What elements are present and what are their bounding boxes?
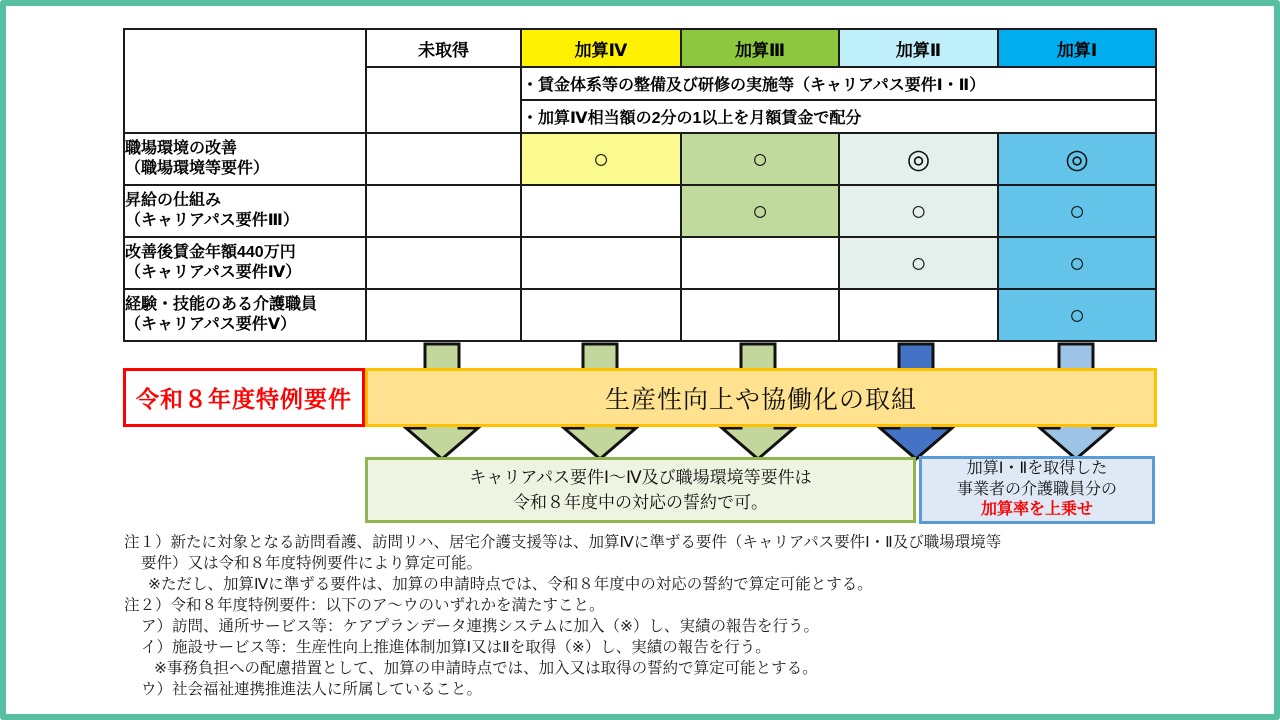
mark-cell: ○ [681,185,839,237]
table-row [124,237,1156,289]
row-label-line1: 職場環境の改善 [125,140,238,157]
table-row [124,289,1156,341]
mark-cell [681,237,839,289]
footnote-line: 注２）令和８年度特例要件：以下のア～ウのいずれかを満たすこと。 [124,597,605,614]
table-row [124,185,1156,237]
mark-cell [366,237,521,289]
footnote-line: 要件）又は令和８年度特例要件により算定可能。 [141,555,483,572]
mark-cell: ○ [521,133,681,185]
mark-cell [366,133,521,185]
row-label-experienced-staff [124,289,366,341]
common-requirement-2: ・加算Ⅳ相当額の2分の1以上を月額賃金で配分 [521,100,1156,133]
footnote-line: ※事務負担への配慮措置として、加算の申請時点では、加入又は取得の誓約で算定可能とする。 [154,660,818,677]
row-label-line2: （キャリアパス要件Ⅴ） [125,316,297,333]
mark-cell: ◎ [839,133,998,185]
green-box-line2: 令和８年度中の対応の誓約で可。 [513,493,768,512]
mark-cell: ○ [839,237,998,289]
mark-cell [366,185,521,237]
row-label-raise-system [124,185,366,237]
blue-box-line3-highlight: 加算率を上乗せ [980,501,1093,519]
row-label-line2: （職場環境等要件） [125,160,270,177]
row-label-line1: 昇給の仕組み [125,192,222,209]
footnote-line: ウ）社会福祉連携推進法人に所属していること。 [141,681,483,698]
row-label-line1: 改善後賃金年額440万円 [125,244,296,261]
footnote-line: ア）訪問、通所サービス等：ケアプランデータ連携システムに加入（※）し、実績の報告を行う。 [141,618,819,635]
career-path-pledge-box [365,457,916,523]
requirements-table [123,28,1157,342]
mark-cell: ○ [998,185,1156,237]
mark-cell [366,289,521,341]
column-header-mishutoku: 未取得 [366,29,521,67]
mark-cell: ○ [998,237,1156,289]
kasan-rate-bonus-box [919,456,1155,524]
mark-cell [681,289,839,341]
mark-cell [521,185,681,237]
green-box-line1: キャリアパス要件Ⅰ～Ⅳ及び職場環境等要件は [469,467,812,487]
mishutoku-empty-cell [366,67,521,133]
mark-cell [839,289,998,341]
footnote-line: ※ただし、加算Ⅳに準ずる要件は、加算の申請時点では、令和８年度中の対応の誓約で算定可能とする。 [148,576,873,593]
footnotes [124,532,1174,700]
row-label-wage-440 [124,237,366,289]
reiwa8-special-requirement-label: 令和８年度特例要件 [123,368,365,427]
row-label-workplace-env [124,133,366,185]
table-top-left-blank [124,29,366,133]
common-requirement-1: ・賃金体系等の整備及び研修の実施等（キャリアパス要件Ⅰ・Ⅱ） [521,67,1156,100]
mark-cell: ○ [839,185,998,237]
column-header-kasan-ii: 加算Ⅱ [839,29,998,67]
row-label-line1: 経験・技能のある介護職員 [125,296,318,313]
column-header-kasan-iv: 加算Ⅳ [521,29,681,67]
blue-box-line2: 事業者の介護職員分の [956,480,1117,498]
column-header-kasan-i: 加算Ⅰ [998,29,1156,67]
mark-cell: ○ [681,133,839,185]
productivity-banner: 生産性向上や協働化の取組 [365,368,1157,427]
row-label-line2: （キャリアパス要件Ⅲ） [125,212,299,229]
mark-cell [521,237,681,289]
row-label-line2: （キャリアパス要件Ⅳ） [125,264,302,281]
footnote-line: 注１）新たに対象となる訪問看護、訪問リハ、居宅介護支援等は、加算Ⅳに準ずる要件（キャリアパス要件Ⅰ・Ⅱ及び職場環境等 [124,534,1002,551]
footnote-line: イ）施設サービス等：生産性向上推進体制加算Ⅰ又はⅡを取得（※）し、実績の報告を行う。 [141,639,771,656]
table-row [124,133,1156,185]
mark-cell [521,289,681,341]
column-header-kasan-iii: 加算Ⅲ [681,29,839,67]
mark-cell: ◎ [998,133,1156,185]
blue-box-line1: 加算Ⅰ・Ⅱを取得した [966,460,1108,478]
mark-cell: ○ [998,289,1156,341]
